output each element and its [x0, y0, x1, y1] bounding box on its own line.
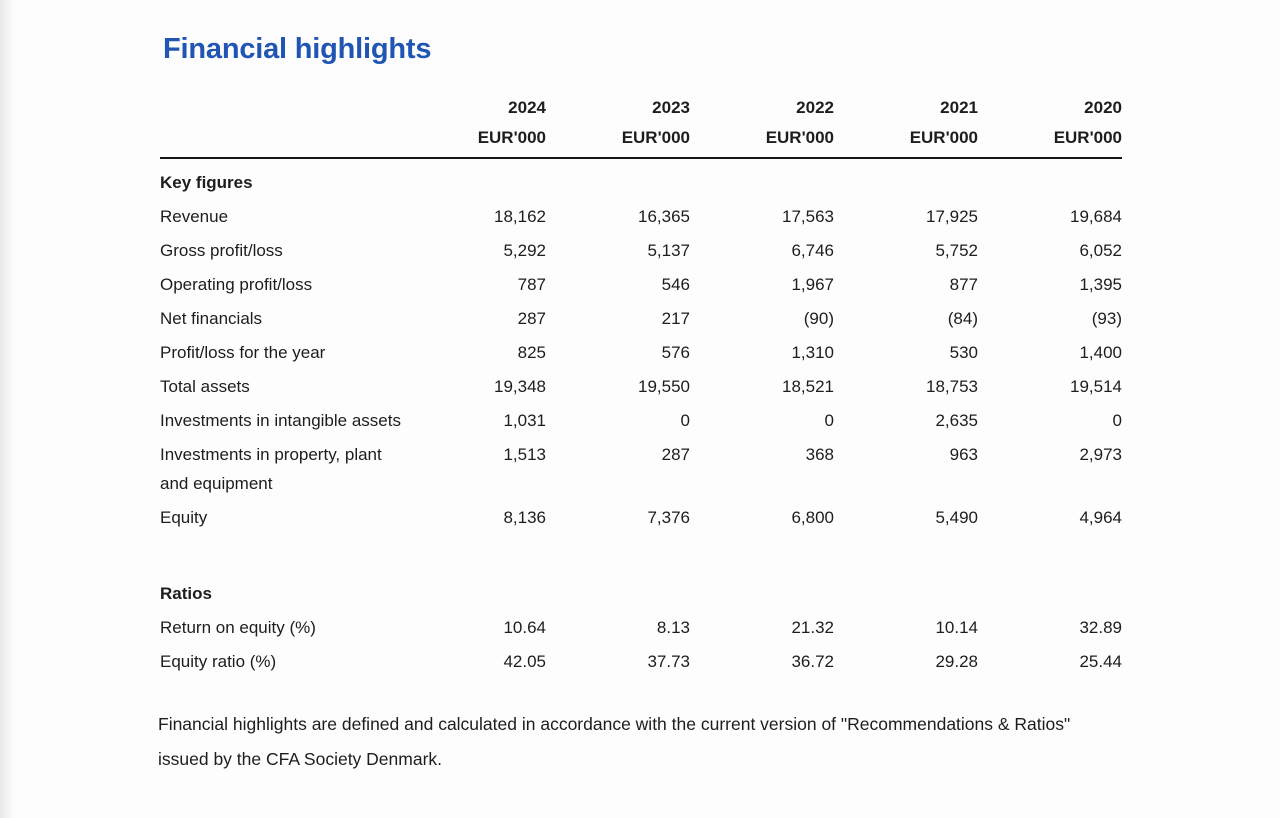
cell-value: 10.14 [935, 618, 978, 637]
table-row [160, 611, 1122, 645]
column-year-header: 2021 [940, 98, 978, 117]
cell-value: 0 [680, 411, 690, 430]
column-unit-header: EUR'000 [621, 128, 690, 147]
row-label: Revenue [160, 207, 229, 226]
column-spacer [160, 93, 402, 123]
cell-value: 29.28 [935, 652, 978, 671]
section-heading: Key figures [160, 173, 253, 192]
table-row [160, 200, 1122, 234]
cell-value: 5,752 [935, 241, 978, 260]
cell-value: 4,964 [1079, 508, 1122, 527]
cell-value: 368 [805, 445, 834, 464]
table-header [160, 93, 1122, 158]
cell-value: 6,746 [791, 241, 834, 260]
cell-value: 19,514 [1070, 377, 1122, 396]
cell-value: 1,400 [1079, 343, 1122, 362]
column-unit-header: EUR'000 [765, 128, 834, 147]
cell-value: 287 [661, 445, 690, 464]
column-unit-header: EUR'000 [477, 128, 546, 147]
row-label: Total assets [160, 377, 250, 396]
cell-value: 2,635 [935, 411, 978, 430]
row-label: Return on equity (%) [160, 618, 316, 637]
unit-header-row [160, 123, 1122, 158]
column-unit-header: EUR'000 [909, 128, 978, 147]
cell-value: 576 [661, 343, 690, 362]
cell-value: 8.13 [656, 618, 690, 637]
row-label: Equity ratio (%) [160, 652, 277, 671]
cell-value: 5,292 [503, 241, 546, 260]
cell-value: 1,031 [503, 411, 546, 430]
cell-value: 6,800 [791, 508, 834, 527]
section-heading-row [160, 535, 1122, 611]
cell-value: 25.44 [1079, 652, 1122, 671]
table-row [160, 438, 1122, 501]
row-label: Gross profit/loss [160, 241, 283, 260]
row-label: Investments in intangible assets [160, 411, 401, 430]
financial-highlights-table [160, 93, 1122, 679]
cell-value: 37.73 [647, 652, 690, 671]
cell-value: 10.64 [503, 618, 546, 637]
table-row [160, 302, 1122, 336]
table-row [160, 404, 1122, 438]
cell-value: 21.32 [791, 618, 834, 637]
cell-value: 787 [517, 275, 546, 294]
table-row [160, 268, 1122, 302]
column-year-header: 2020 [1084, 98, 1122, 117]
cell-value: 5,490 [935, 508, 978, 527]
cell-value: 18,521 [782, 377, 834, 396]
row-label: Profit/loss for the year [160, 343, 326, 362]
cell-value: 530 [949, 343, 978, 362]
column-unit-header: EUR'000 [1053, 128, 1122, 147]
cell-value: 8,136 [503, 508, 546, 527]
row-label: Equity [160, 508, 208, 527]
row-label: Net financials [160, 309, 263, 328]
cell-value: 19,348 [494, 377, 546, 396]
cell-value: 1,967 [791, 275, 834, 294]
cell-value: 1,310 [791, 343, 834, 362]
cell-value: 0 [1112, 411, 1122, 430]
cell-value: 19,550 [638, 377, 690, 396]
section-heading: Ratios [160, 584, 212, 603]
row-label: Operating profit/loss [160, 275, 313, 294]
table-row [160, 501, 1122, 535]
cell-value: 825 [517, 343, 546, 362]
row-label: Investments in property, plant and equipment [160, 445, 382, 493]
page-title: Financial highlights [163, 33, 432, 65]
year-header-row [160, 93, 1122, 123]
cell-value: 1,513 [503, 445, 546, 464]
cell-value: 18,162 [494, 207, 546, 226]
cell-value: 32.89 [1079, 618, 1122, 637]
column-year-header: 2023 [652, 98, 690, 117]
cell-value: 546 [661, 275, 690, 294]
table-row [160, 234, 1122, 268]
cell-value: 18,753 [926, 377, 978, 396]
table-row [160, 645, 1122, 679]
table-row [160, 370, 1122, 404]
column-year-header: 2024 [508, 98, 546, 117]
cell-value: (84) [947, 309, 978, 328]
cell-value: (93) [1091, 309, 1122, 328]
column-year-header: 2022 [796, 98, 834, 117]
cell-value: 5,137 [647, 241, 690, 260]
cell-value: 1,395 [1079, 275, 1122, 294]
cell-value: 16,365 [638, 207, 690, 226]
table-row [160, 336, 1122, 370]
cell-value: 6,052 [1079, 241, 1122, 260]
cell-value: 0 [824, 411, 834, 430]
table-body [160, 158, 1122, 679]
cell-value: 2,973 [1079, 445, 1122, 464]
cell-value: 42.05 [503, 652, 546, 671]
cell-value: 963 [949, 445, 978, 464]
cell-value: 7,376 [647, 508, 690, 527]
cell-value: 287 [517, 309, 546, 328]
cell-value: 19,684 [1070, 207, 1122, 226]
cell-value: 17,925 [926, 207, 978, 226]
section-heading-row [160, 158, 1122, 200]
cell-value: (90) [803, 309, 834, 328]
footnote: Financial highlights are defined and calculated in accordance with the current version of "Recommendations & Ratios" issued by the CFA Society Denmark. [158, 714, 1071, 769]
cell-value: 36.72 [791, 652, 834, 671]
cell-value: 17,563 [782, 207, 834, 226]
cell-value: 877 [949, 275, 978, 294]
cell-value: 217 [661, 309, 690, 328]
column-spacer [160, 123, 402, 158]
